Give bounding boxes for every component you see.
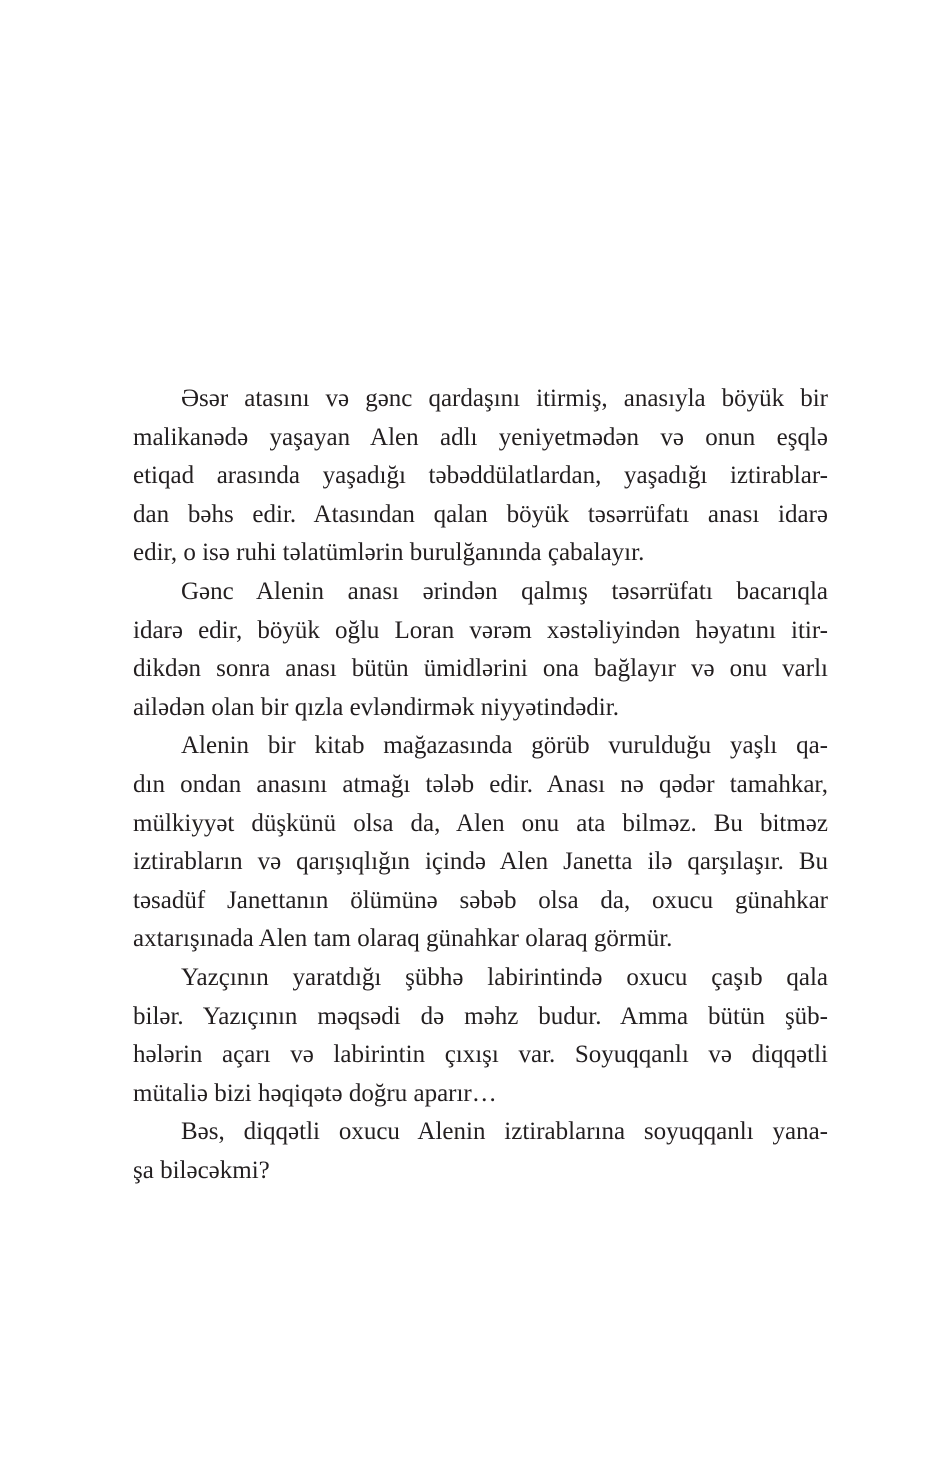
text-line: bilər. Yazıçının məqsədi də məhz budur. Amma bütün şüb- [133, 1002, 828, 1030]
paragraph-3 [133, 727, 828, 959]
text-line: hələrin açarı və labirintin çıxışı var. Soyuqqanlı və diqqətli [133, 1041, 828, 1069]
text-line: mütaliə bizi həqiqətə doğru aparır… [133, 1079, 497, 1107]
text-line: təsadüf Janettanın ölümünə səbəb olsa da, oxucu günahkar [133, 886, 828, 914]
text-line: etiqad arasında yaşadığı təbəddülatlardan, yaşadığı iztirablar- [133, 462, 828, 490]
text-line: iztirabların və qarışıqlığın içində Alen Janetta ilə qarşılaşır. Bu [133, 848, 828, 876]
text-line: axtarışınada Alen tam olaraq günahkar olaraq görmür. [133, 925, 673, 953]
paragraph-2 [133, 573, 828, 727]
paragraph-1 [133, 380, 828, 573]
text-line: Gənc Alenin anası ərindən qalmış təsərrüfatı bacarıqla [181, 577, 828, 605]
text-line: Yazçının yaratdığı şübhə labirintində oxucu çaşıb qala [181, 963, 828, 991]
text-line: malikanədə yaşayan Alen adlı yeniyetmədən və onun eşqlə [133, 423, 828, 451]
text-line: edir, o isə ruhi təlatümlərin burulğanında çabalayır. [133, 539, 645, 567]
text-line: dın ondan anasını atmağı tələb edir. Anası nə qədər tamahkar, [133, 770, 828, 798]
text-line: şa biləcəkmi? [133, 1156, 270, 1184]
text-line: mülkiyyət düşkünü olsa da, Alen onu ata bilməz. Bu bitməz [133, 809, 828, 837]
text-line: dan bəhs edir. Atasından qalan böyük təsərrüfatı anası idarə [133, 500, 828, 528]
text-line: Əsər atasını və gənc qardaşını itirmiş, anasıyla böyük bir [181, 385, 828, 412]
text-line: dikdən sonra anası bütün ümidlərini ona bağlayır və onu varlı [133, 655, 828, 683]
text-line: Alenin bir kitab mağazasında görüb vurulduğu yaşlı qa- [181, 732, 828, 760]
body-text [133, 380, 828, 1190]
text-line: ailədən olan bir qızla evləndirmək niyyətindədir. [133, 693, 619, 721]
paragraph-5 [133, 1113, 828, 1190]
text-line: Bəs, diqqətli oxucu Alenin iztirablarına soyuqqanlı yana- [181, 1118, 828, 1146]
text-line: idarə edir, böyük oğlu Loran vərəm xəstəliyindən həyatını itir- [133, 616, 828, 644]
paragraph-4 [133, 959, 828, 1113]
